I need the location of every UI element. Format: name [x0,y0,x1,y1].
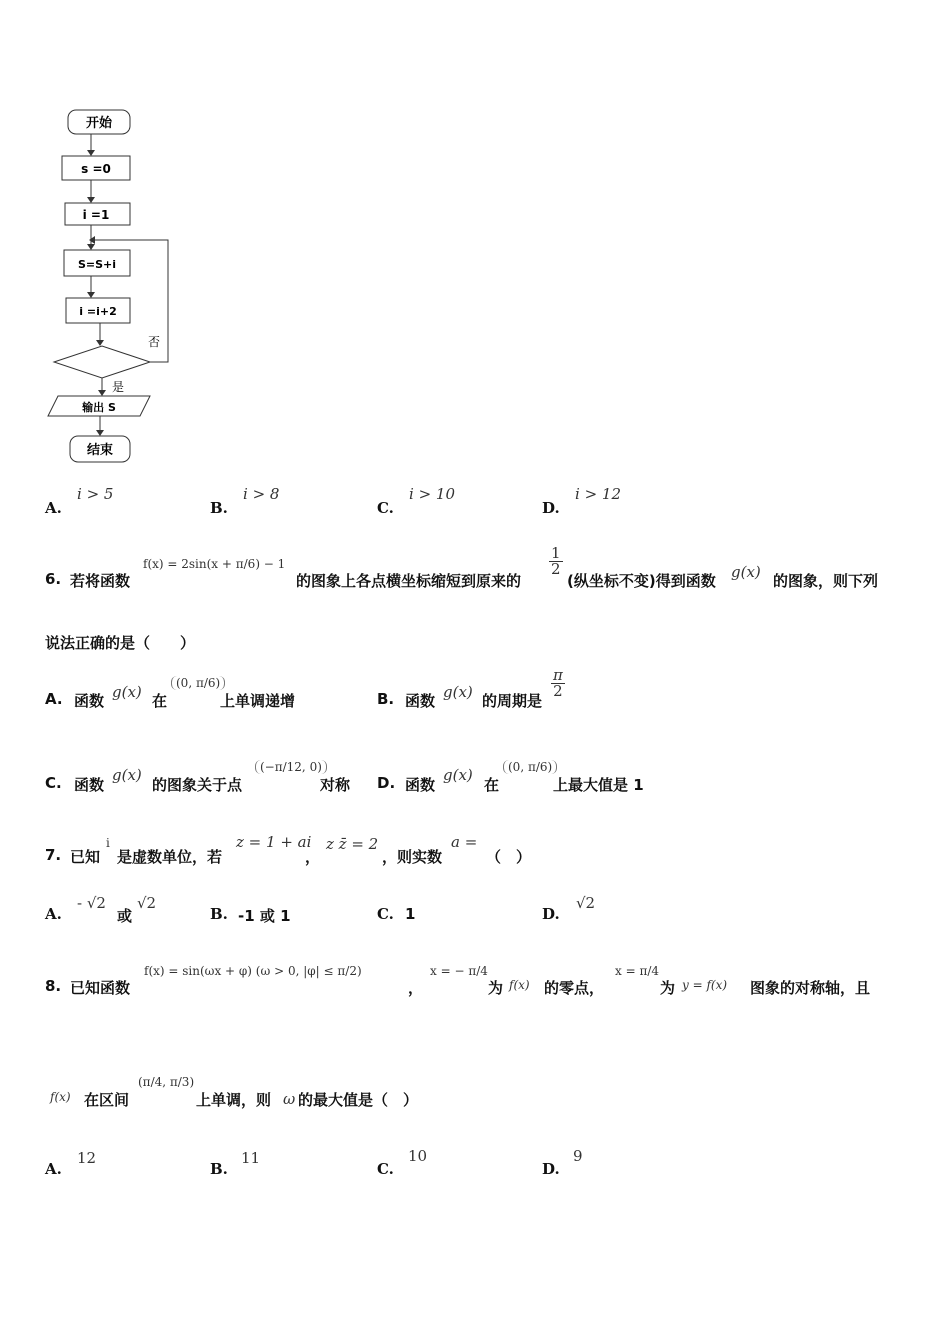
q7-option-a-label: A. [45,905,62,923]
q8-t2: ， [408,979,424,997]
q6-line2: 说法正确的是（ ） [45,634,196,652]
q7-t2: 是虚数单位，若 [117,848,223,866]
q6-option-b-period [551,668,565,699]
q7-eq1: z = 1 + ai [236,833,312,851]
q8-line2-t3: 的最大值是（ ） [298,1091,419,1109]
q8-t1: 已知函数 [70,979,131,997]
q7-comma: ， [305,848,321,866]
q5-option-a [45,498,62,517]
q6-option-c-point [255,760,327,774]
q8-yfx: y = f(x) [682,978,728,992]
frac-num: π [553,666,563,684]
q6-text-c: (纵坐标不变)得到函数 [567,572,716,590]
q5-option-d-math: i > 12 [575,485,621,503]
frac-den: 2 [551,560,561,578]
q8-t3: 为 [488,979,504,997]
q6-option-c-g: g(x) [112,766,142,784]
option-label: B. [210,499,228,517]
q7-option-a-math2: √2 [137,894,157,912]
q8-zero: x = − π/4 [430,964,488,978]
q6-option-b-g: g(x) [443,683,473,701]
q6-gx: g(x) [731,563,761,581]
q6-option-a-t2: 在 [152,692,168,710]
q6-option-c-t3: 对称 [320,776,351,794]
q8-line2-t2: 上单调，则 [196,1091,272,1109]
q8-option-c-label: C. [377,1160,394,1178]
q5-option-d [542,498,560,517]
option-label: C. [377,499,394,517]
q5-option-a-math: i > 5 [77,485,114,503]
option-label: A. [45,499,62,517]
q8-interval: (π/4, π/3) [138,1075,195,1089]
q7-option-d-label: D. [542,905,560,923]
flow-start-text: 开始 [85,116,113,131]
q6-option-a-g: g(x) [112,683,142,701]
q6-option-c-t1: 函数 [74,776,105,794]
q8-option-b-value: 11 [241,1149,261,1167]
q8-t6: 图象的对称轴，且 [750,979,871,997]
q8-line2-t1: 在区间 [84,1091,130,1109]
q6-text-d: 的图象，则下列 [773,572,879,590]
q6-option-a-interval [171,676,225,690]
q5-option-c [377,498,394,517]
q6-half-fraction [549,546,563,577]
q7-t1: 已知 [70,848,101,866]
q7-option-d-math: √2 [576,894,596,912]
q7-option-b-label: B. [210,905,228,923]
q6-number: 6. [45,570,62,588]
q6-text-a: 若将函数 [70,572,131,590]
flow-end-text: 结束 [86,443,114,458]
q5-option-c-math: i > 10 [409,485,455,503]
q8-t4: 的零点， [544,979,605,997]
q6-option-c-label: C. [45,774,62,792]
q8-axis: x = π/4 [615,964,660,978]
q8-omega: ω [283,1090,296,1108]
q7-option-b-text: -1 或 1 [238,907,291,925]
flow-s-init-text: s =0 [81,162,111,176]
q8-fx: f(x) [509,978,530,992]
q6-option-d-interval [503,760,557,774]
q6-option-a-label: A. [45,690,63,708]
q6-option-b-t1: 函数 [405,692,436,710]
q7-option-a-extra: 或 [117,907,133,925]
q8-line2-fx: f(x) [50,1090,71,1104]
flow-no-label: 否 [148,335,161,349]
q7-t3: ，则实数 [382,848,443,866]
q7-eq2: z z̄ = 2 [326,835,379,853]
interval-text: (0, π/6) [171,676,225,690]
flowchart [40,100,200,470]
q6-option-d-t1: 函数 [405,776,436,794]
q7-t4: （ ） [486,848,532,866]
flow-yes-label: 是 [112,380,125,394]
flow-update-s-text: S=S+i [77,258,117,271]
q7-a: a = [451,833,478,851]
q6-option-a-t3: 上单调递增 [220,692,296,710]
interval-text: (0, π/6) [503,760,557,774]
q5-option-b [210,498,228,517]
q7-option-c-label: C. [377,905,394,923]
q6-option-a-t1: 函数 [74,692,105,710]
flow-condition-diamond [54,346,150,378]
q7-number: 7. [45,846,62,864]
q6-option-c-t2: 的图象关于点 [152,776,243,794]
q6-option-d-t3: 上最大值是 1 [553,776,644,794]
frac-num: 1 [551,544,561,562]
flow-i-init-text: i =1 [82,208,110,222]
q8-option-d-value: 9 [573,1147,583,1165]
frac-den: 2 [553,682,563,700]
q8-function: f(x) = sin(ωx + φ) (ω > 0, |φ| ≤ π/2) [144,964,362,978]
q7-option-a-math: - √2 [77,894,106,912]
flow-output-text: 输出 S [82,401,116,414]
option-label: D. [542,499,560,517]
q6-option-b-t2: 的周期是 [482,692,543,710]
q6-text-b: 的图象上各点横坐标缩短到原来的 [296,572,522,590]
q5-option-b-math: i > 8 [243,485,280,503]
q8-option-a-value: 12 [77,1149,97,1167]
q7-option-c-text: 1 [405,905,416,923]
q6-option-d-label: D. [377,774,396,792]
q8-option-c-value: 10 [408,1147,428,1165]
q6-option-d-t2: 在 [484,776,500,794]
q8-t5: 为 [660,979,676,997]
q6-function: f(x) = 2sin(x + π/6) − 1 [143,557,286,571]
point-text: (−π/12, 0) [255,760,327,774]
q8-option-a-label: A. [45,1160,62,1178]
q7-i: i [106,836,110,850]
flow-update-i-text: i =i+2 [79,305,117,318]
q8-number: 8. [45,977,62,995]
q8-option-d-label: D. [542,1160,560,1178]
q6-option-b-label: B. [377,690,395,708]
q6-option-d-g: g(x) [443,766,473,784]
q8-option-b-label: B. [210,1160,228,1178]
